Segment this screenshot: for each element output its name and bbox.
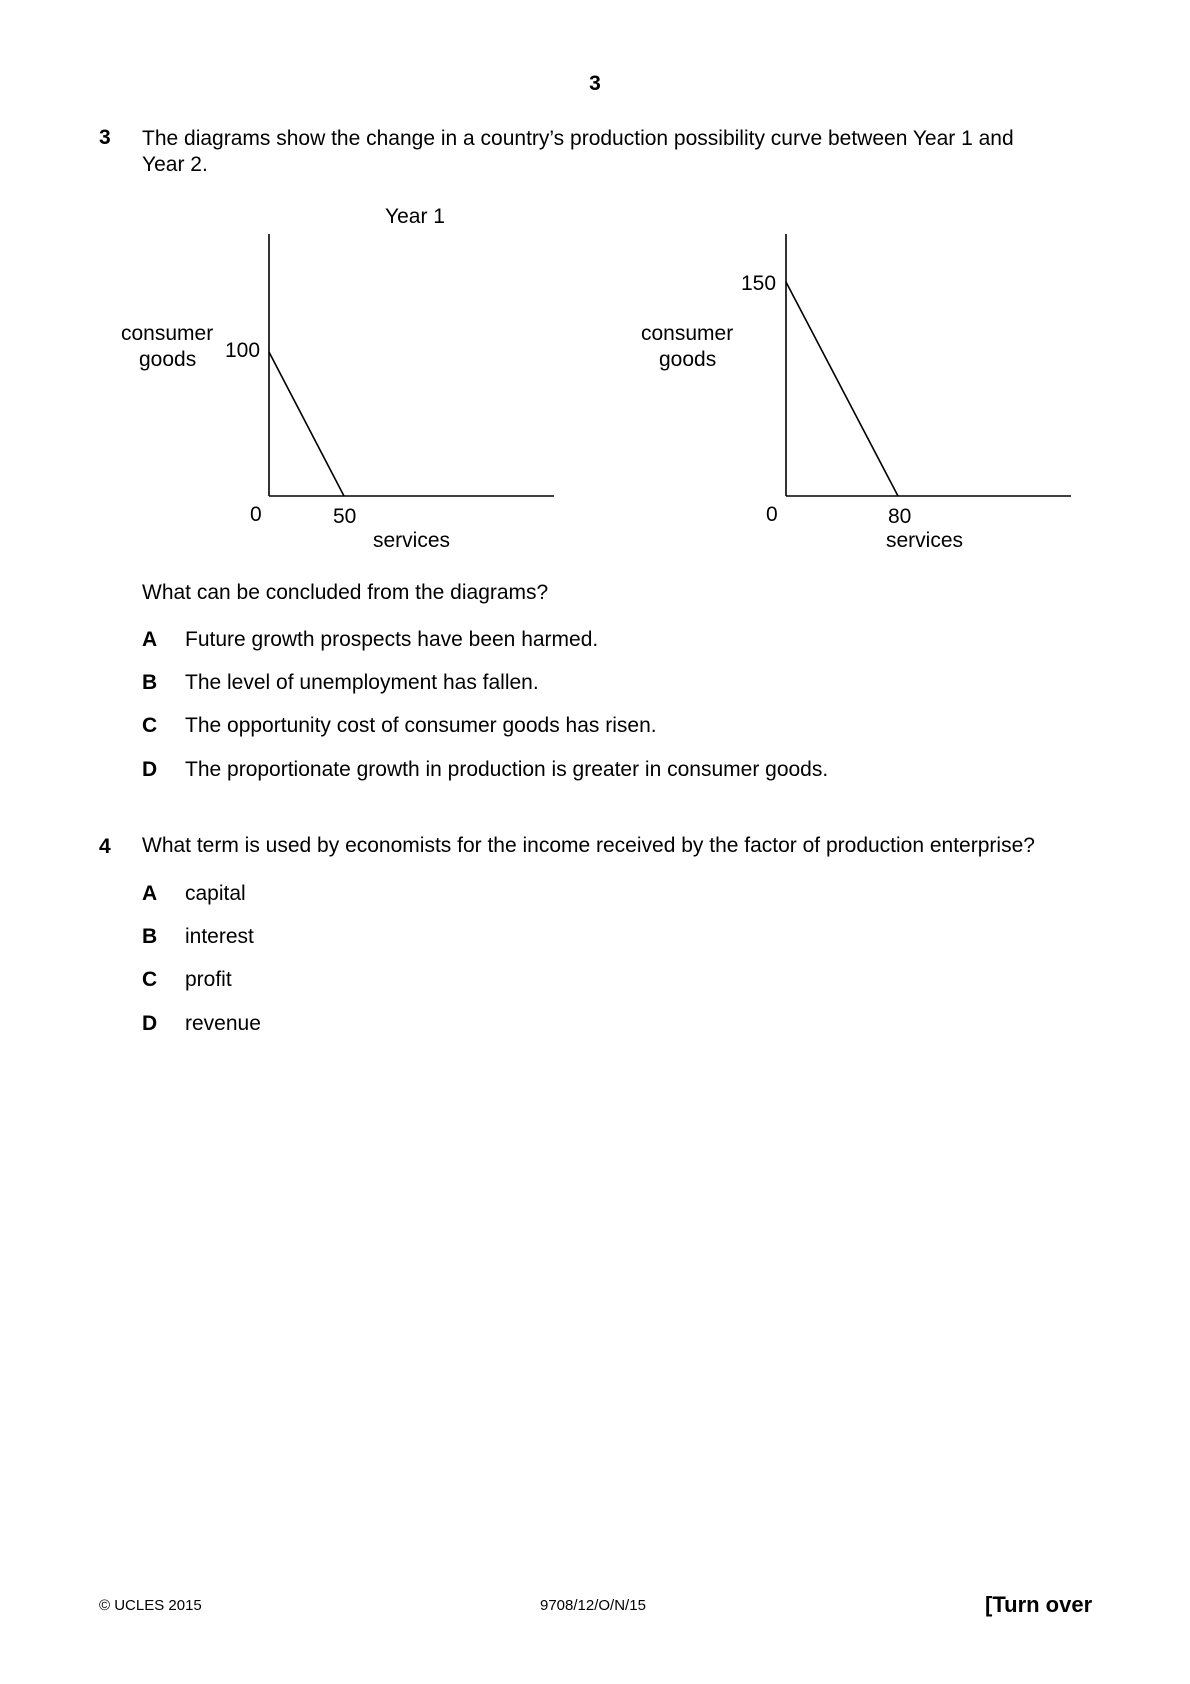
chart2-x-tick-label: 80 bbox=[888, 505, 912, 528]
chart2-ylabel-line1: consumer bbox=[641, 322, 734, 345]
q3-option-c-letter: C bbox=[142, 714, 158, 737]
chart1-y-tick-label: 100 bbox=[225, 339, 261, 362]
page-number: 3 bbox=[589, 72, 601, 95]
footer-paper-code: 9708/12/O/N/15 bbox=[540, 1597, 646, 1614]
chart2-ylabel-line2: goods bbox=[659, 348, 717, 371]
chart2-origin-label: 0 bbox=[766, 503, 778, 526]
q4-option-b-letter: B bbox=[142, 925, 158, 948]
footer-turn-over: [Turn over bbox=[985, 1592, 1093, 1617]
question-3-stem-line1: The diagrams show the change in a country’s production possibility curve between Year 1 and bbox=[142, 127, 1014, 150]
q3-option-b-text: The level of unemployment has fallen. bbox=[185, 671, 539, 694]
q4-option-a-letter: A bbox=[142, 882, 158, 905]
chart1-title: Year 1 bbox=[385, 205, 445, 228]
q3-option-a-letter: A bbox=[142, 628, 158, 651]
chart2-y-tick-label: 150 bbox=[741, 272, 777, 295]
question-4-stem: What term is used by economists for the income received by the factor of production enterprise? bbox=[142, 834, 1035, 857]
q4-option-d-letter: D bbox=[142, 1012, 158, 1035]
chart1-x-tick-label: 50 bbox=[333, 505, 357, 528]
chart1-ylabel-line2: goods bbox=[139, 348, 197, 371]
chart2-xlabel: services bbox=[886, 529, 964, 552]
chart1-xlabel: services bbox=[373, 529, 451, 552]
q4-option-c-text: profit bbox=[185, 968, 232, 991]
footer-copyright: © UCLES 2015 bbox=[99, 1597, 202, 1614]
question-3-prompt: What can be concluded from the diagrams? bbox=[142, 581, 549, 604]
q4-option-d-text: revenue bbox=[185, 1012, 261, 1035]
q4-option-c-letter: C bbox=[142, 968, 158, 991]
question-4-number: 4 bbox=[99, 835, 111, 858]
question-3-stem-line2: Year 2. bbox=[142, 153, 208, 176]
q3-option-d-text: The proportionate growth in production is greater in consumer goods. bbox=[185, 758, 829, 781]
q3-option-c-text: The opportunity cost of consumer goods has risen. bbox=[185, 714, 657, 737]
chart1-ppc-line bbox=[269, 352, 344, 496]
ppc-year1 bbox=[121, 205, 554, 552]
question-3-number: 3 bbox=[99, 126, 111, 149]
chart1-origin-label: 0 bbox=[250, 503, 262, 526]
ppc-diagrams bbox=[0, 0, 1190, 570]
q3-option-b-letter: B bbox=[142, 671, 158, 694]
q4-option-a-text: capital bbox=[185, 882, 246, 905]
chart2-ppc-line bbox=[786, 282, 898, 496]
q4-option-b-text: interest bbox=[185, 925, 254, 948]
chart1-ylabel-line1: consumer bbox=[121, 322, 214, 345]
ppc-year2 bbox=[641, 234, 1071, 552]
q3-option-d-letter: D bbox=[142, 758, 158, 781]
q3-option-a-text: Future growth prospects have been harmed. bbox=[185, 628, 599, 651]
